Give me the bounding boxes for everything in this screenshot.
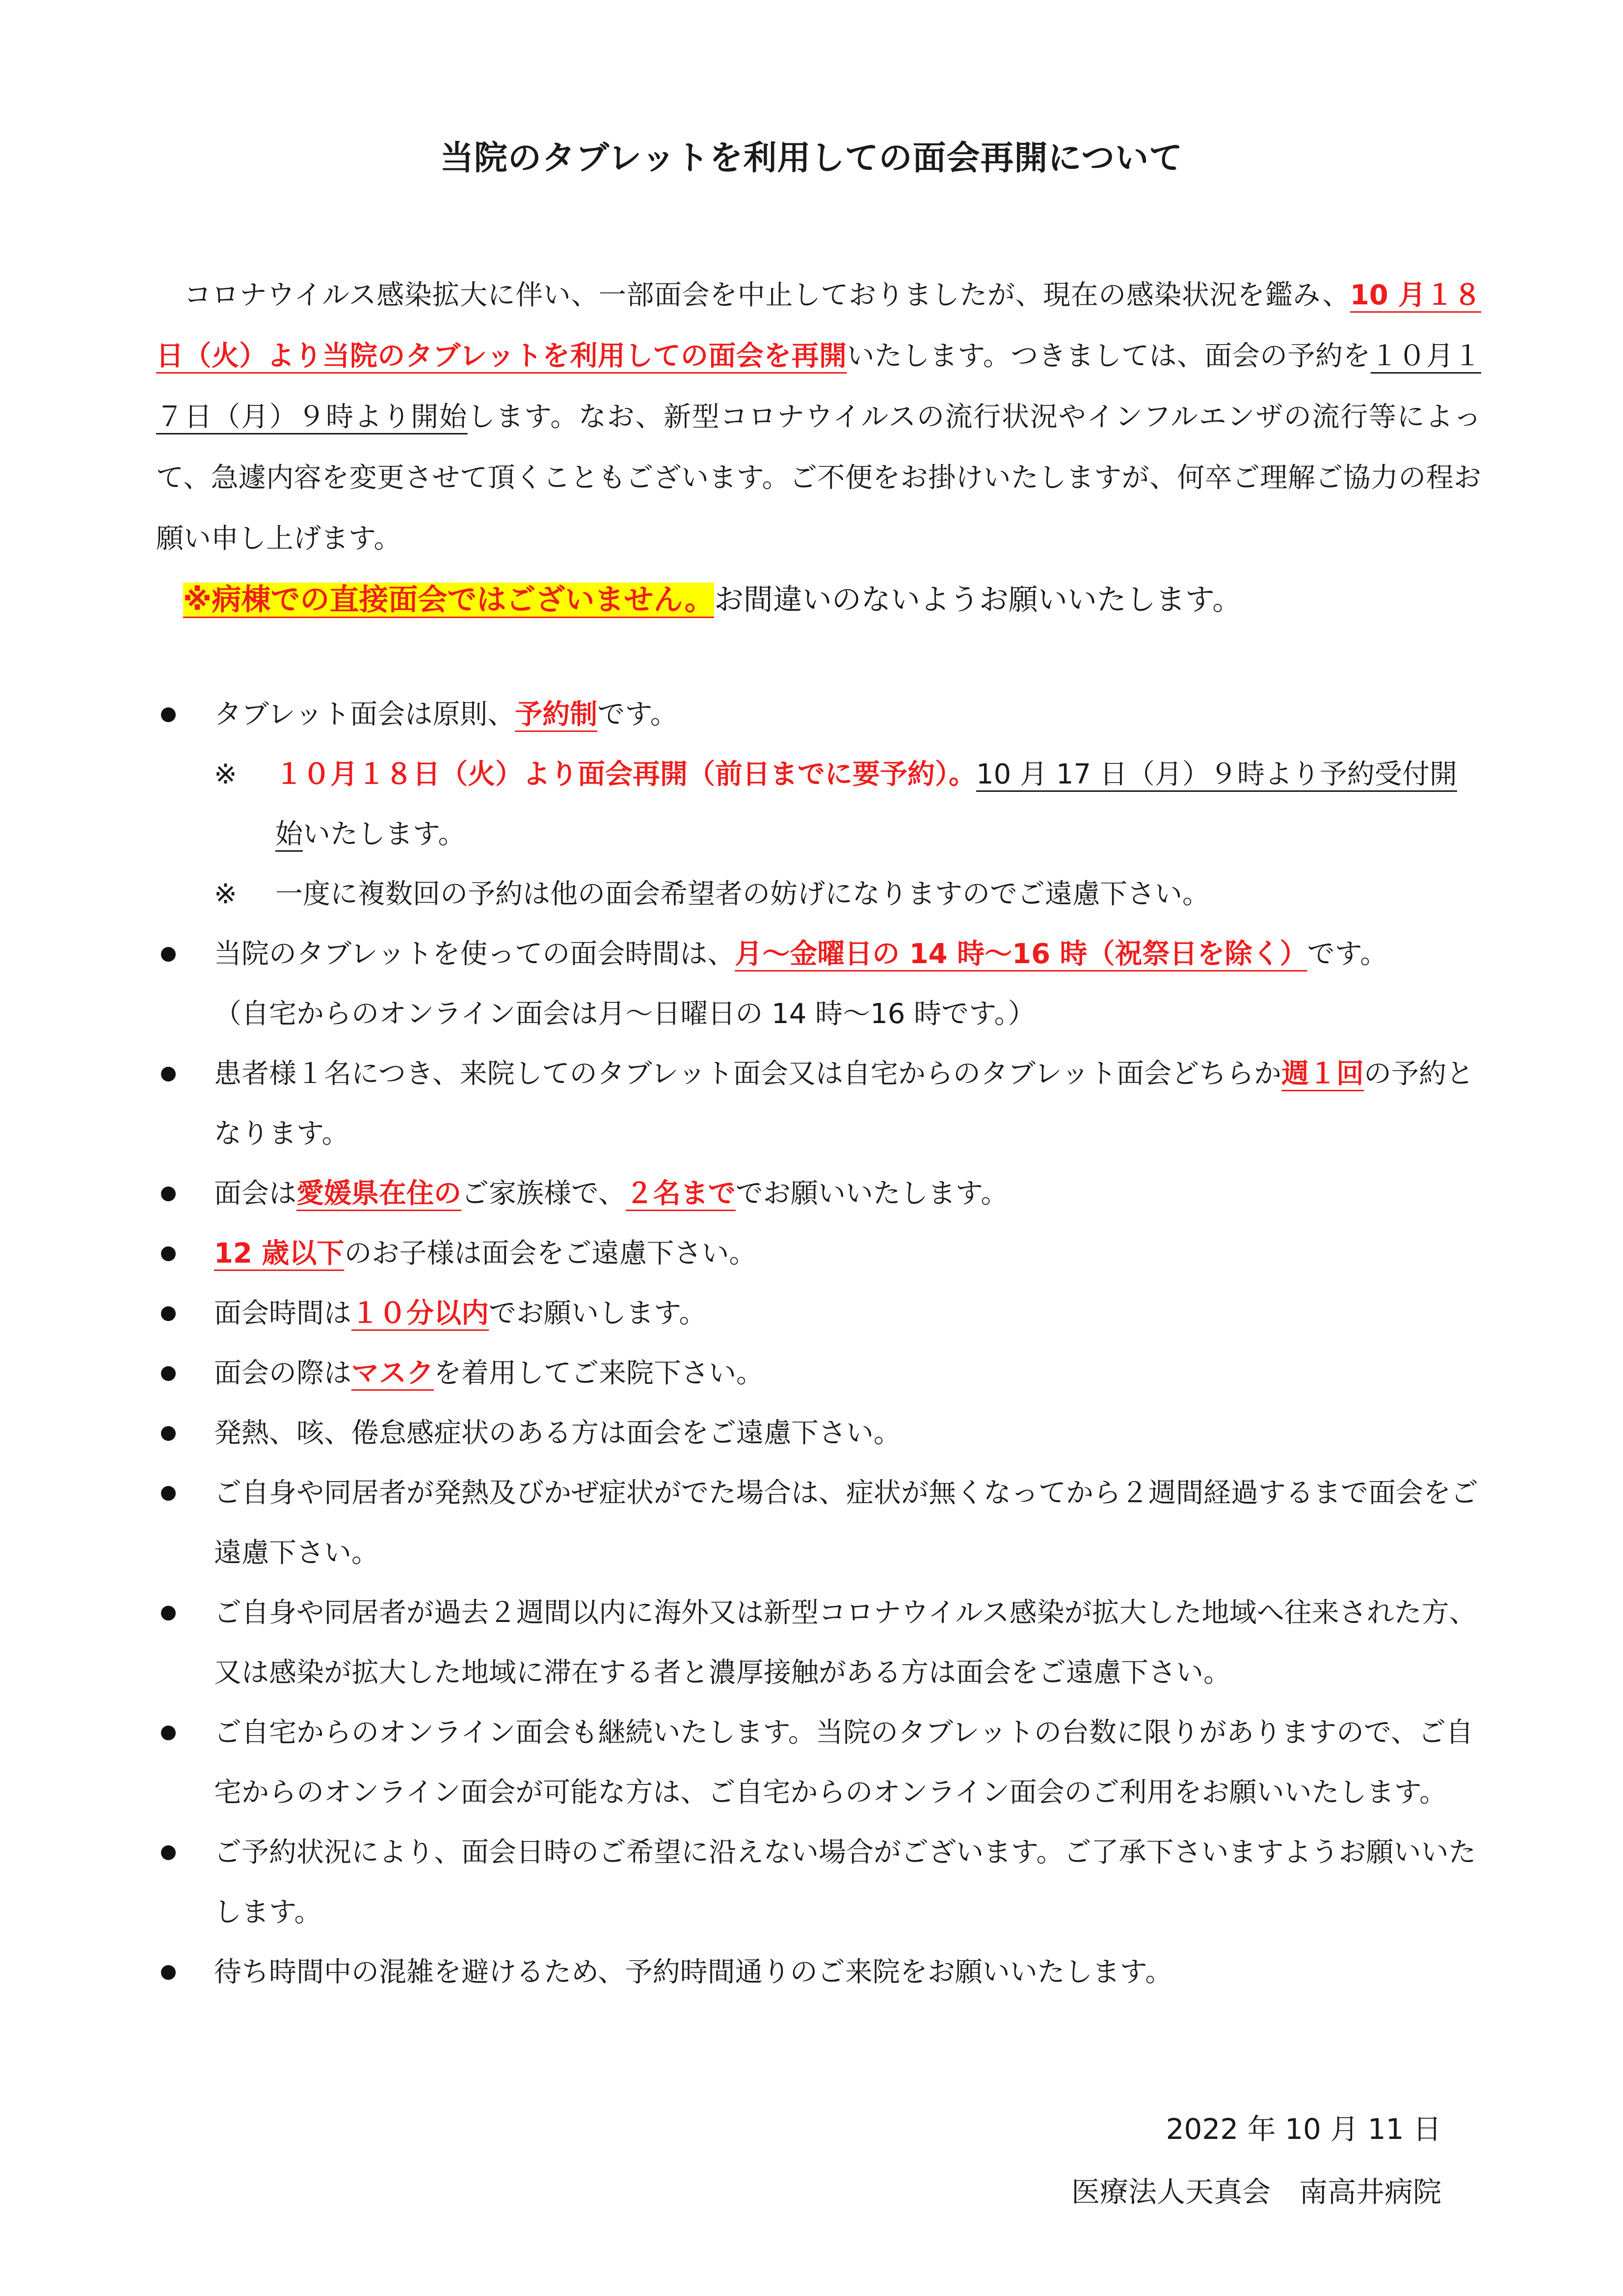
emphasis: 週１回	[1281, 1058, 1364, 1090]
rules-list	[156, 685, 1481, 2002]
intro-paragraph	[156, 265, 1481, 631]
list-item: 患者様１名につき、来院してのタブレット面会又は自宅からのタブレット面会どちらか週１回の予約となります。	[156, 1044, 1481, 1164]
bullet-icon	[161, 947, 176, 962]
emphasis: ２名まで	[625, 1178, 736, 1210]
issuer-name: 医療法人天真会 南高井病院	[1071, 2175, 1441, 2209]
list-item: タブレット面会は原則、予約制です。 ※ １０月１８日（火）より面会再開（前日までに要予約）。10 月 17 日（月）９時より予約受付開始いたします。 ※ 一度に複数回の予約は他の面会希望者の妨げになりますのでご遠慮下さい。	[156, 685, 1481, 924]
bullet-icon	[161, 1306, 176, 1321]
list-item: ご予約状況により、面会日時のご希望に沿えない場合がございます。ご了承下さいますようお願いいたします。	[156, 1823, 1481, 1943]
list-item: ご自身や同居者が過去２週間以内に海外又は新型コロナウイルス感染が拡大した地域へ往来された方、又は感染が拡大した地域に滞在する者と濃厚接触がある方は面会をご遠慮下さい。	[156, 1583, 1481, 1703]
bullet-icon	[161, 1246, 176, 1261]
emphasis: 予約制	[515, 699, 598, 730]
intro-reopen-date: 10 月１８日（火）より当院のタブレットを利用しての面会を再開	[156, 279, 1481, 372]
list-item: 発熱、咳、倦怠感症状のある方は面会をご遠慮下さい。	[156, 1404, 1481, 1463]
highlight-followup: お間違いのないようお願いいたします。	[714, 583, 1242, 617]
bullet-icon	[161, 1486, 176, 1501]
note-line: ※ 一度に複数回の予約は他の面会希望者の妨げになりますのでご遠慮下さい。	[214, 878, 1210, 910]
intro-text-3: します。なお、新型コロナウイルスの流行状況やインフルエンザの流行等によって、急遽内容を変更させて頂くこともございます。ご不便をお掛けいたしますが、何卒ご理解ご協力の程お願い申し上げます。	[156, 401, 1481, 555]
note-line: ※ １０月１８日（火）より面会再開（前日までに要予約）。10 月 17 日（月）９時より予約受付開始いたします。	[214, 758, 1457, 850]
bullet-icon	[161, 1606, 176, 1621]
bullet-icon	[161, 1067, 176, 1081]
bullet-icon	[161, 1426, 176, 1441]
highlight-notice: ※病棟での直接面会ではございません。	[183, 583, 714, 617]
list-item: 当院のタブレットを使っての面会時間は、月～金曜日の 14 時～16 時（祝祭日を除く）です。 （自宅からのオンライン面会は月～日曜日の 14 時～16 時です。）	[156, 924, 1481, 1044]
bullet-icon	[161, 1726, 176, 1740]
list-item: 待ち時間中の混雑を避けるため、予約時間通りのご来院をお願いいたします。	[156, 1943, 1481, 2002]
underline-text: 10 月 17 日（月）９時より予約受付開始	[275, 758, 1457, 850]
page-title: 当院のタブレットを利用しての面会再開について	[440, 139, 1183, 178]
emphasis: 12 歳以下	[214, 1238, 345, 1270]
emphasis: 月～金曜日の 14 時～16 時（祝祭日を除く）	[735, 938, 1307, 970]
bullet-icon	[161, 1366, 176, 1381]
emphasis: 愛媛県在住の	[296, 1178, 461, 1210]
list-item: ご自身や同居者が発熱及びかぜ症状がでた場合は、症状が無くなってから２週間経過するまで面会をご遠慮下さい。	[156, 1463, 1481, 1583]
emphasis: マスク	[351, 1357, 434, 1389]
list-item: ご自宅からのオンライン面会も継続いたします。当院のタブレットの台数に限りがありますので、ご自宅からのオンライン面会が可能な方は、ご自宅からのオンライン面会のご利用をお願いいたします。	[156, 1703, 1481, 1823]
bullet-icon	[161, 1965, 176, 1980]
emphasis: １０分以内	[351, 1297, 489, 1329]
intro-text-1: コロナウイルス感染拡大に伴い、一部面会を中止しておりましたが、現在の感染状況を鑑み、	[156, 279, 1350, 311]
list-item: 12 歳以下のお子様は面会をご遠慮下さい。	[156, 1224, 1481, 1284]
document-date: 2022 年 10 月 11 日	[1166, 2112, 1441, 2146]
emphasis: １０月１８日（火）より面会再開（前日までに要予約）。	[275, 758, 976, 790]
list-item: 面会の際はマスクを着用してご来院下さい。	[156, 1344, 1481, 1404]
list-item: 面会は愛媛県在住のご家族様で、２名まででお願いいたします。	[156, 1164, 1481, 1224]
bullet-icon	[161, 1845, 176, 1860]
intro-text-2: いたします。つきましては、面会の予約を	[847, 340, 1371, 372]
list-item: 面会時間は１０分以内でお願いします。	[156, 1284, 1481, 1344]
bullet-icon	[161, 707, 176, 722]
sub-note: （自宅からのオンライン面会は月～日曜日の 14 時～16 時です。）	[214, 998, 1036, 1030]
intro-reservation-start: １０月１７日（月）９時より開始	[156, 340, 1481, 433]
bullet-icon	[161, 1187, 176, 1201]
